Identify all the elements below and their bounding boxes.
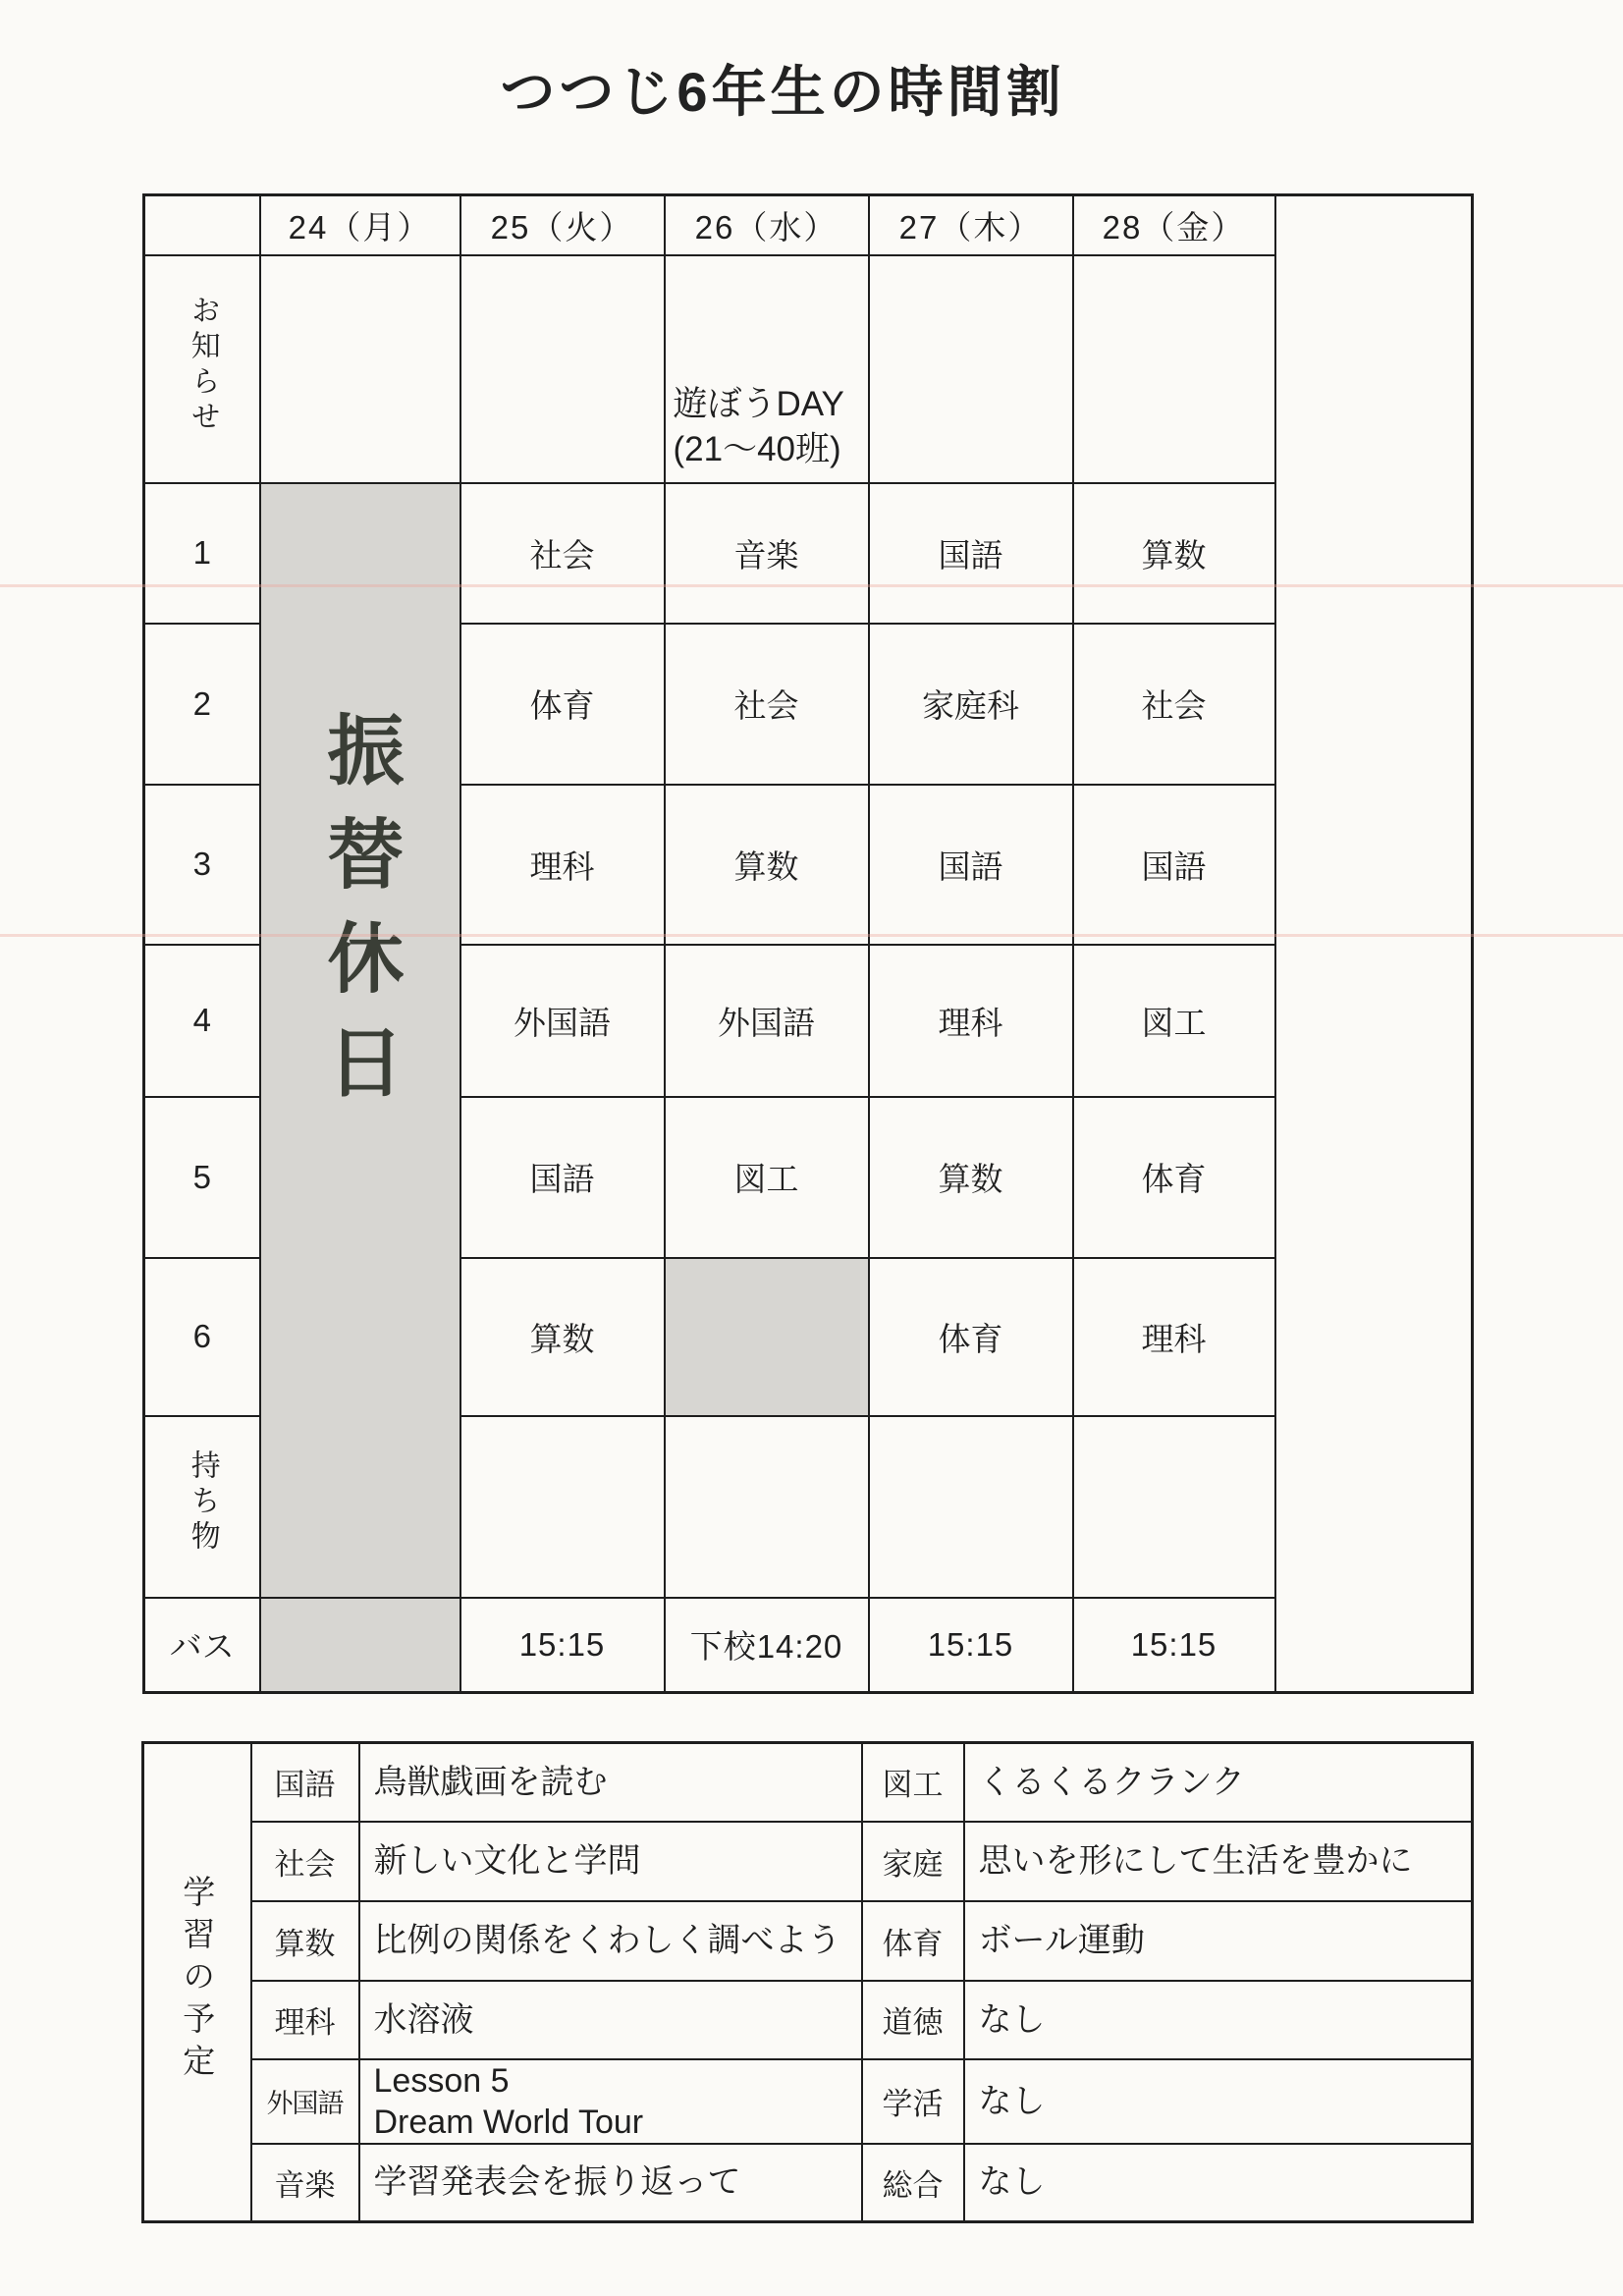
period-cell-5-thu: 算数 bbox=[869, 1097, 1073, 1258]
bus-time-fri: 15:15 bbox=[1073, 1598, 1275, 1693]
study-plan-table bbox=[141, 1741, 1474, 2223]
notice-cell-mon bbox=[260, 255, 460, 483]
period-cell-3-tue: 理科 bbox=[460, 785, 665, 945]
period-cell-1-thu: 国語 bbox=[869, 483, 1073, 624]
plan-content-gakkatsu: なし bbox=[964, 2059, 1473, 2144]
belongings-cell-wed bbox=[665, 1416, 869, 1598]
notice-row-label bbox=[144, 255, 260, 483]
period-cell-2-thu: 家庭科 bbox=[869, 624, 1073, 785]
plan-content-sogo: なし bbox=[964, 2144, 1473, 2222]
bus-cell-mon-shaded bbox=[260, 1598, 460, 1693]
plan-subject-sansu: 算数 bbox=[251, 1901, 359, 1981]
bus-row-label: バス bbox=[144, 1598, 260, 1693]
period-cell-5-fri: 体育 bbox=[1073, 1097, 1275, 1258]
plan-content-kokugo: 鳥獣戯画を読む bbox=[359, 1743, 862, 1822]
period-cell-2-wed: 社会 bbox=[665, 624, 869, 785]
plan-subject-katei: 家庭 bbox=[862, 1822, 964, 1901]
page-title: つつじ6年生の時間割 bbox=[500, 61, 1065, 123]
study-plan-row-6 bbox=[143, 2144, 1473, 2222]
plan-content-zuko: くるくるクランク bbox=[964, 1743, 1473, 1822]
period-cell-5-wed: 図工 bbox=[665, 1097, 869, 1258]
notice-wed-line1: 遊ぼうDAY bbox=[673, 384, 844, 423]
plan-content-rika: 水溶液 bbox=[359, 1981, 862, 2059]
study-plan-row-5 bbox=[143, 2059, 1473, 2144]
notice-row bbox=[144, 255, 1473, 483]
plan-content-gaikokugo-line2: Dream World Tour bbox=[373, 2103, 644, 2141]
period-cell-6-wed-shaded bbox=[665, 1258, 869, 1416]
period-cell-3-fri: 国語 bbox=[1073, 785, 1275, 945]
belongings-cell-fri bbox=[1073, 1416, 1275, 1598]
plan-subject-ongaku: 音楽 bbox=[251, 2144, 359, 2222]
notice-row-label-text: お知らせ bbox=[186, 294, 219, 436]
notice-wed-text bbox=[666, 382, 868, 482]
period-cell-1-fri: 算数 bbox=[1073, 483, 1275, 624]
belongings-row-label bbox=[144, 1416, 260, 1598]
period-label-3: 3 bbox=[144, 785, 260, 945]
bus-time-tue: 15:15 bbox=[460, 1598, 665, 1693]
period-label-2: 2 bbox=[144, 624, 260, 785]
study-plan-label-cell bbox=[143, 1743, 251, 2222]
period-cell-6-fri: 理科 bbox=[1073, 1258, 1275, 1416]
period-cell-4-tue: 外国語 bbox=[460, 945, 665, 1097]
period-cell-6-tue: 算数 bbox=[460, 1258, 665, 1416]
plan-content-gaikokugo bbox=[359, 2059, 862, 2144]
plan-content-dotoku: なし bbox=[964, 1981, 1473, 2059]
scan-artifact-line-bottom bbox=[0, 934, 1623, 937]
period-cell-3-thu: 国語 bbox=[869, 785, 1073, 945]
day-header-tue: 25（火） bbox=[460, 195, 665, 255]
study-plan-row-3 bbox=[143, 1901, 1473, 1981]
plan-content-gaikokugo-line1: Lesson 5 bbox=[373, 2061, 510, 2100]
plan-content-katei: 思いを形にして生活を豊かに bbox=[964, 1822, 1473, 1901]
period-cell-1-wed: 音楽 bbox=[665, 483, 869, 624]
notice-cell-thu bbox=[869, 255, 1073, 483]
timetable bbox=[142, 193, 1474, 1694]
study-plan-row-2 bbox=[143, 1822, 1473, 1901]
plan-content-shakai: 新しい文化と学問 bbox=[359, 1822, 862, 1901]
plan-content-sansu: 比例の関係をくわしく調べよう bbox=[359, 1901, 862, 1981]
period-cell-1-tue: 社会 bbox=[460, 483, 665, 624]
period-label-4: 4 bbox=[144, 945, 260, 1097]
period-row-1 bbox=[144, 483, 1473, 624]
plan-subject-sogo: 総合 bbox=[862, 2144, 964, 2222]
plan-subject-dotoku: 道徳 bbox=[862, 1981, 964, 2059]
corner-cell bbox=[144, 195, 260, 255]
day-header-thu: 27（木） bbox=[869, 195, 1073, 255]
notice-wed-line2: (21～40班) bbox=[673, 429, 841, 468]
scan-artifact-line-top bbox=[0, 584, 1623, 587]
plan-subject-gakkatsu: 学活 bbox=[862, 2059, 964, 2144]
period-cell-4-wed: 外国語 bbox=[665, 945, 869, 1097]
plan-subject-zuko: 図工 bbox=[862, 1743, 964, 1822]
belongings-cell-tue bbox=[460, 1416, 665, 1598]
notice-cell-fri bbox=[1073, 255, 1275, 483]
period-label-1: 1 bbox=[144, 483, 260, 624]
holiday-text: 振替休日 bbox=[316, 709, 404, 1126]
bus-time-wed: 下校14:20 bbox=[665, 1598, 869, 1693]
day-header-wed: 26（水） bbox=[665, 195, 869, 255]
plan-subject-kokugo: 国語 bbox=[251, 1743, 359, 1822]
period-cell-4-thu: 理科 bbox=[869, 945, 1073, 1097]
belongings-row-label-text: 持ち物 bbox=[186, 1449, 219, 1556]
period-cell-4-fri: 図工 bbox=[1073, 945, 1275, 1097]
period-cell-2-tue: 体育 bbox=[460, 624, 665, 785]
period-label-6: 6 bbox=[144, 1258, 260, 1416]
period-cell-2-fri: 社会 bbox=[1073, 624, 1275, 785]
period-cell-6-thu: 体育 bbox=[869, 1258, 1073, 1416]
day-header-row bbox=[144, 195, 1473, 255]
empty-right-column bbox=[1275, 195, 1473, 1693]
belongings-cell-thu bbox=[869, 1416, 1073, 1598]
plan-content-ongaku: 学習発表会を振り返って bbox=[359, 2144, 862, 2222]
period-cell-5-tue: 国語 bbox=[460, 1097, 665, 1258]
bus-time-thu: 15:15 bbox=[869, 1598, 1073, 1693]
notice-cell-tue bbox=[460, 255, 665, 483]
study-plan-row-1 bbox=[143, 1743, 1473, 1822]
study-plan-row-4 bbox=[143, 1981, 1473, 2059]
day-header-fri: 28（金） bbox=[1073, 195, 1275, 255]
holiday-cell bbox=[260, 483, 460, 1598]
period-cell-3-wed: 算数 bbox=[665, 785, 869, 945]
plan-subject-shakai: 社会 bbox=[251, 1822, 359, 1901]
plan-subject-rika: 理科 bbox=[251, 1981, 359, 2059]
study-plan-label-text: 学習の予定 bbox=[179, 1874, 216, 2086]
plan-subject-gaikokugo: 外国語 bbox=[251, 2059, 359, 2144]
plan-content-taiiku: ボール運動 bbox=[964, 1901, 1473, 1981]
day-header-mon: 24（月） bbox=[260, 195, 460, 255]
notice-cell-wed bbox=[665, 255, 869, 483]
period-label-5: 5 bbox=[144, 1097, 260, 1258]
plan-subject-taiiku: 体育 bbox=[862, 1901, 964, 1981]
bus-row bbox=[144, 1598, 1473, 1693]
